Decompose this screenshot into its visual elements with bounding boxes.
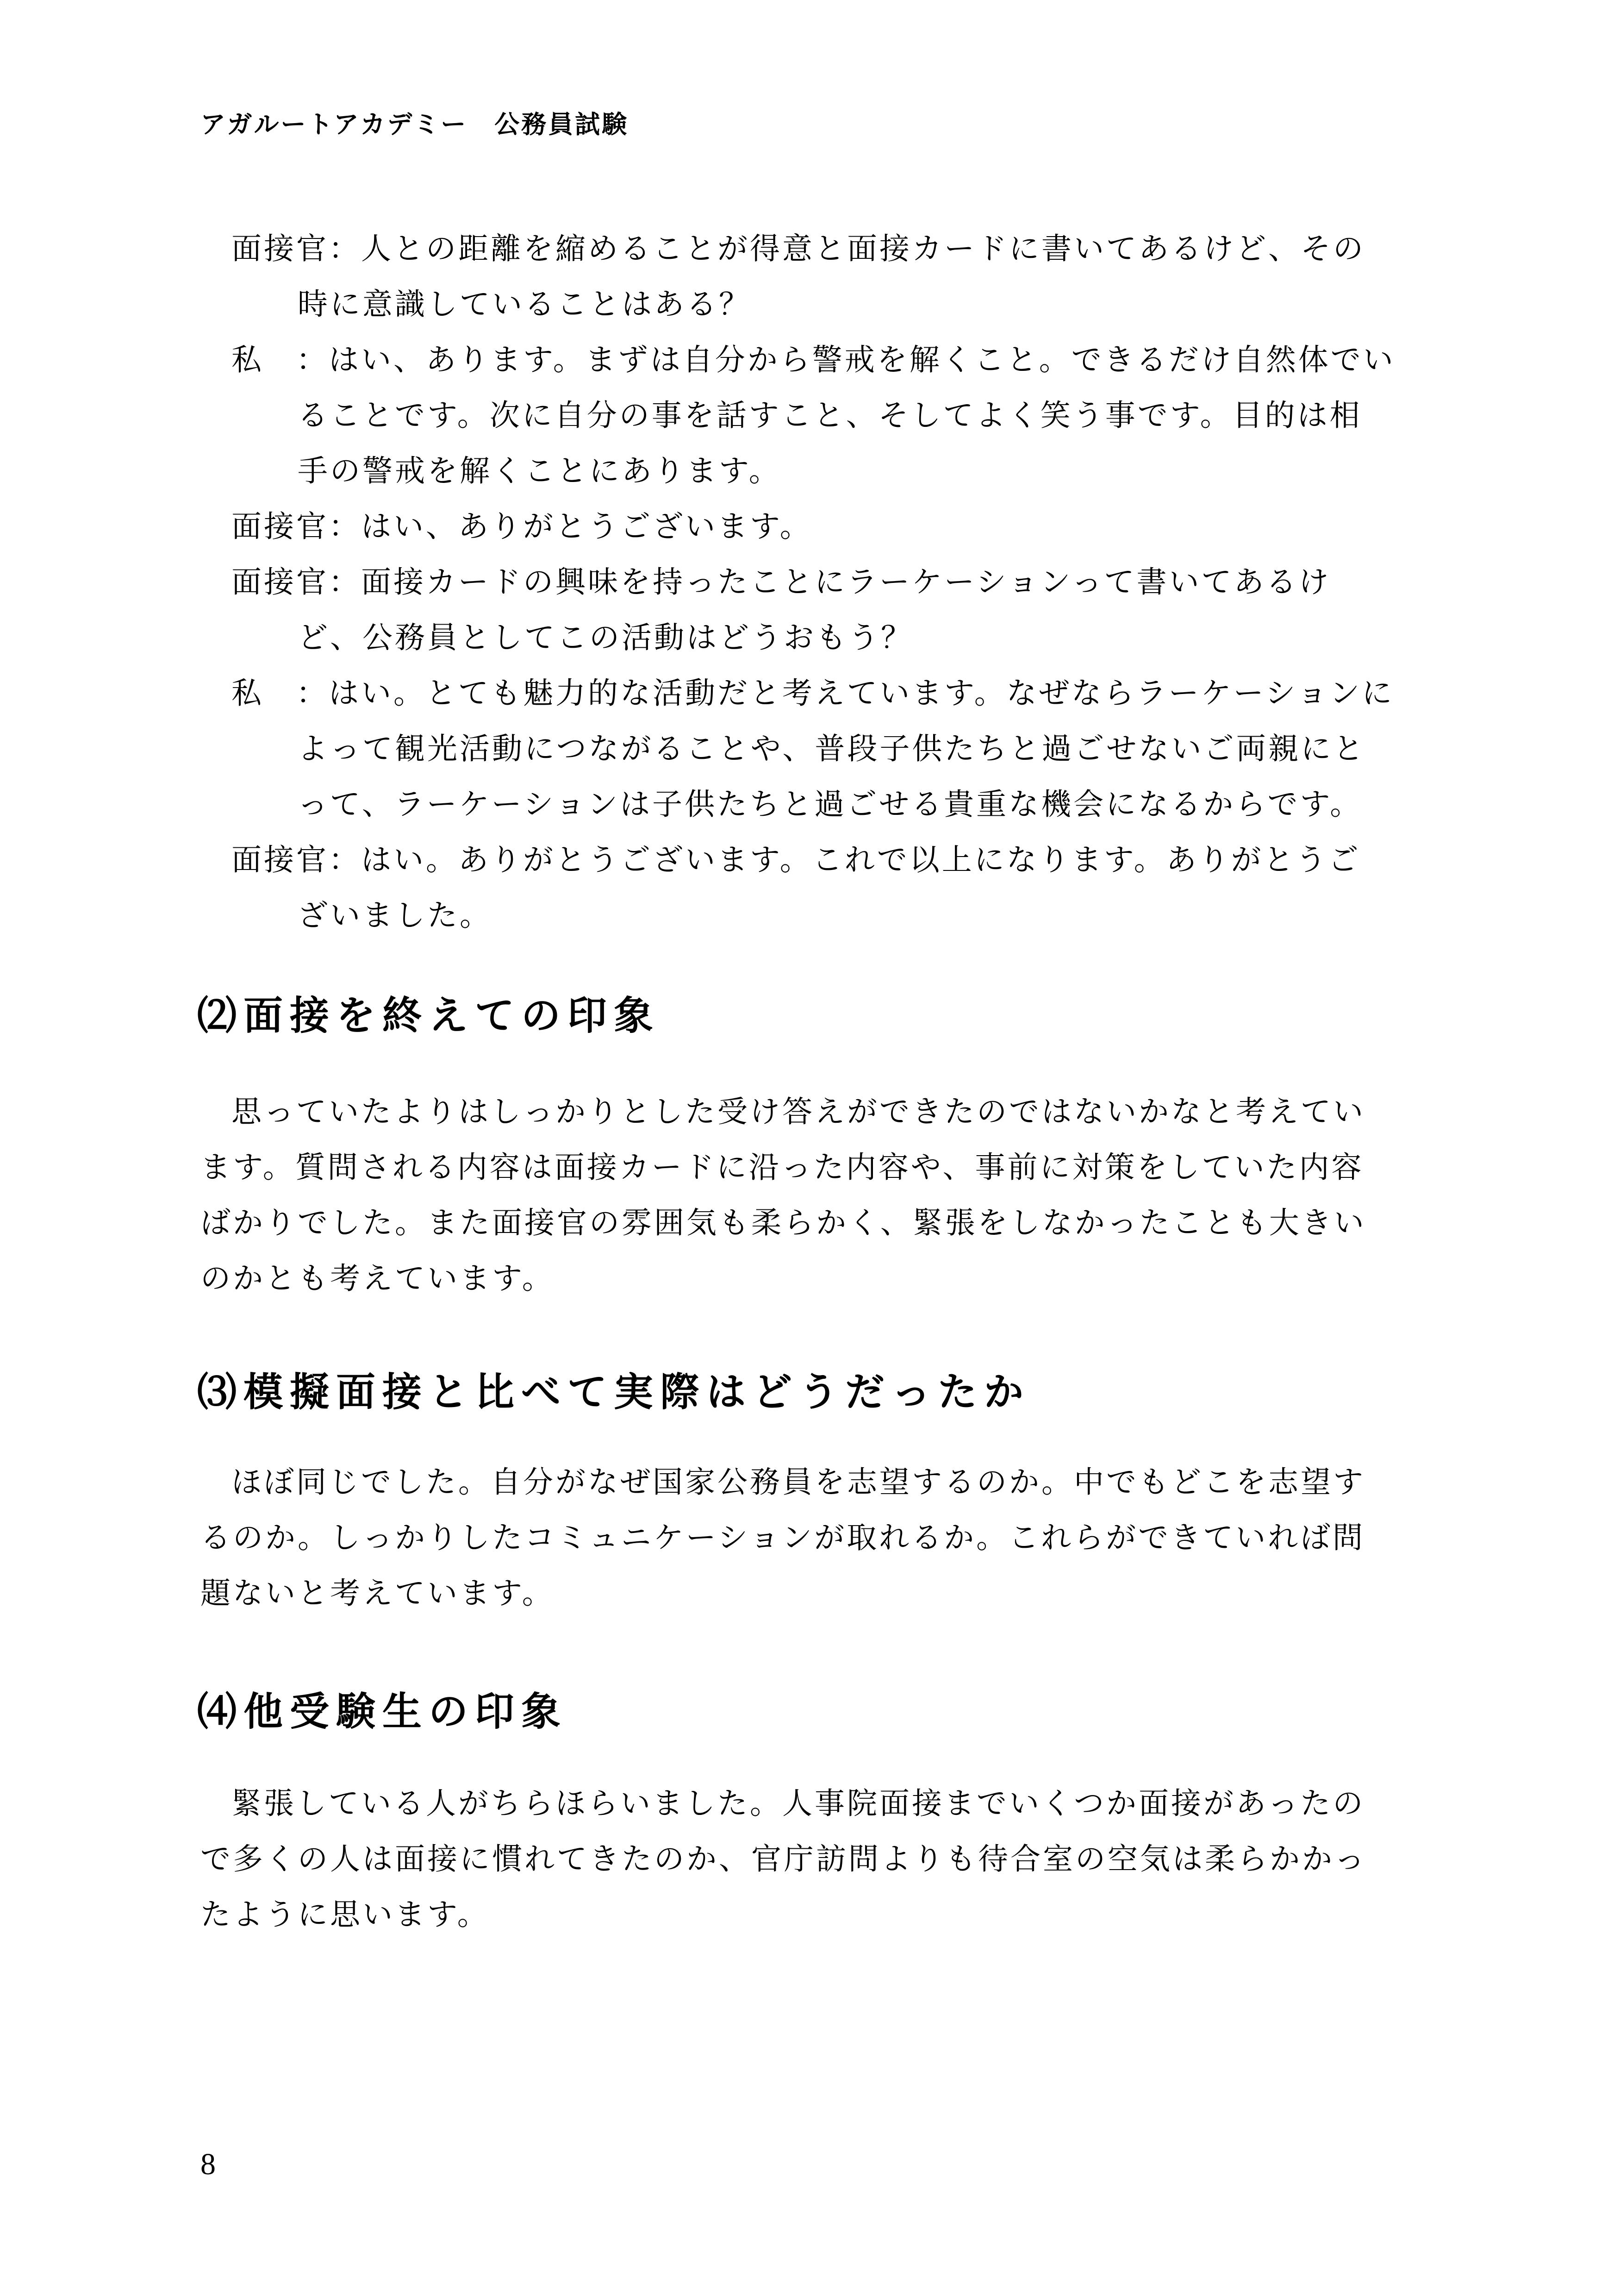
dialogue-line: 私 ：はい。とても魅力的な活動だと考えています。なぜならラーケーションに xyxy=(231,677,1395,710)
paragraph-line: 思っていたよりはしっかりとした受け答えができたのではないかなと考えてい xyxy=(231,1095,1366,1129)
page-number: 8 xyxy=(200,2147,216,2181)
paragraph-line: で多くの人は面接に慣れてきたのか、官庁訪問よりも待合室の空気は柔らかかっ xyxy=(200,1843,1367,1876)
dialogue-line: 面接官：はい。ありがとうございます。これで以上になります。ありがとうご xyxy=(231,844,1361,877)
paragraph-line: のかとも考えています。 xyxy=(200,1262,555,1295)
dialogue-line: 手の警戒を解くことにあります。 xyxy=(298,455,781,488)
dialogue-line: ることです。次に自分の事を話すこと、そしてよく笑う事です。目的は相 xyxy=(298,399,1362,432)
dialogue-line: ざいました。 xyxy=(298,899,492,932)
dialogue-line: 私 ：はい、あります。まずは自分から警戒を解くこと。できるだけ自然体でい xyxy=(231,344,1396,377)
paragraph-line: ます。質問される内容は面接カードに沿った内容や、事前に対策をしていた内容 xyxy=(200,1151,1364,1184)
paragraph-line: ほぼ同じでした。自分がなぜ国家公務員を志望するのか。中でもどこを志望す xyxy=(231,1466,1366,1499)
dialogue-line: って、ラーケーションは子供たちと過ごせる貴重な機会になるからです。 xyxy=(298,788,1363,821)
dialogue-line: 面接官：面接カードの興味を持ったことにラーケーションって書いてあるけ xyxy=(231,566,1331,599)
dialogue-line: よって観光活動につながることや、普段子供たちと過ごせないご両親にと xyxy=(298,732,1366,766)
section-heading-4: ⑷他受験生の印象 xyxy=(197,1690,568,1734)
section-heading-2: ⑵面接を終えての印象 xyxy=(197,994,660,1038)
dialogue-line: 面接官：はい、ありがとうございます。 xyxy=(231,510,812,544)
section-3-paragraph xyxy=(200,1455,1527,1621)
dialogue-line: 面接官：人との距離を縮めることが得意と面接カードに書いてあるけど、その xyxy=(231,232,1366,266)
section-heading-3: ⑶模擬面接と比べて実際はどうだったか xyxy=(197,1370,1031,1414)
section-4-paragraph xyxy=(200,1776,1527,1943)
paragraph-line: るのか。しっかりしたコミュニケーションが取れるか。これらができていれば問 xyxy=(200,1521,1365,1555)
interview-dialogue xyxy=(200,221,1527,944)
paragraph-line: 題ないと考えています。 xyxy=(200,1577,555,1610)
dialogue-line: ど、公務員としてこの活動はどうおもう？ xyxy=(298,621,914,655)
section-2-paragraph xyxy=(200,1084,1527,1307)
paragraph-line: 緊張している人がちらほらいました。人事院面接までいくつか面接があったの xyxy=(231,1787,1365,1821)
paragraph-line: ばかりでした。また面接官の雰囲気も柔らかく、緊張をしなかったことも大きい xyxy=(200,1207,1366,1240)
paragraph-line: たように思います。 xyxy=(200,1898,490,1932)
page-header: アガルートアカデミー 公務員試験 xyxy=(200,111,629,138)
dialogue-line: 時に意識していることはある？ xyxy=(298,288,752,321)
